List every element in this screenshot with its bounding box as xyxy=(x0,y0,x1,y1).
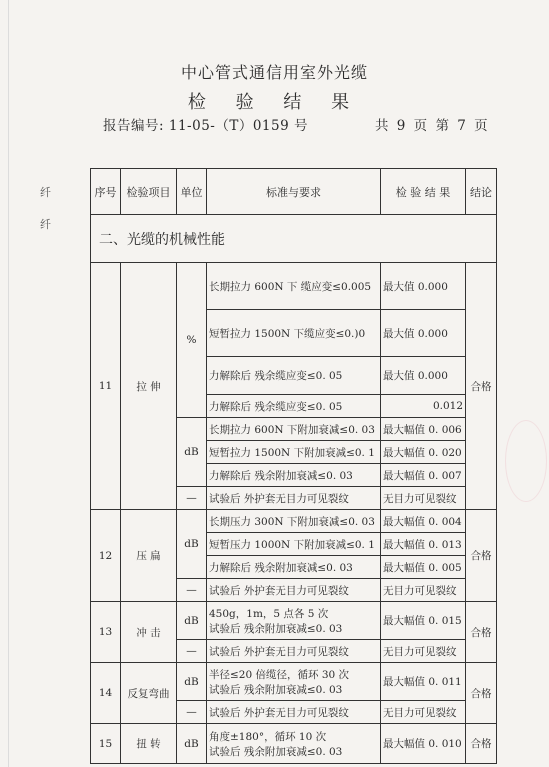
document-subtitle: 检 验 结 果 xyxy=(187,92,362,113)
report-number xyxy=(103,114,308,134)
result-cell: 最大幅值 0. 005 xyxy=(381,556,466,579)
standard-cell: 力解除后 残余附加衰减≤0. 03 xyxy=(207,556,381,579)
header-conclusion: 结论 xyxy=(466,169,497,215)
margin-note: 纤 xyxy=(40,186,51,199)
standard-line: 450g，1m，5 点各 5 次 xyxy=(209,607,329,620)
result-cell: 无目力可见裂纹 xyxy=(381,640,466,663)
result-cell: 无目力可见裂纹 xyxy=(381,487,466,510)
result-cell: 无目力可见裂纹 xyxy=(381,701,466,724)
table-row xyxy=(91,724,497,764)
test-item: 反复弯曲 xyxy=(121,663,177,724)
unit-cell: — xyxy=(177,487,207,510)
row-number: 12 xyxy=(91,510,121,602)
result-cell: 最大幅值 0. 007 xyxy=(381,464,466,487)
standard-line: 试验后 残余附加衰减≤0. 03 xyxy=(209,622,343,635)
standard-cell: 长期拉力 600N 下附加衰减≤0. 03 xyxy=(207,418,381,441)
unit-cell: dB xyxy=(177,724,207,764)
result-cell: 最大值 0.000 xyxy=(381,310,466,357)
conclusion-cell: 合格 xyxy=(466,663,497,724)
report-number-label: 报告编号: xyxy=(103,118,165,134)
standard-cell: 短暂拉力 1500N 下缆应变≤0.)0 xyxy=(207,310,381,357)
result-cell: 最大值 0.000 xyxy=(381,263,466,310)
header-unit: 单位 xyxy=(177,169,207,215)
result-cell: 0.012 xyxy=(381,395,466,418)
header-standard: 标准与要求 xyxy=(207,169,381,215)
standard-cell: 长期拉力 600N 下 缆应变≤0.005 xyxy=(207,263,381,310)
result-cell: 最大幅值 0. 004 xyxy=(381,510,466,533)
result-cell: 最大幅值 0. 011 xyxy=(381,663,466,701)
results-table xyxy=(90,168,497,764)
standard-cell xyxy=(207,724,381,764)
table-header-row xyxy=(91,169,497,215)
result-cell: 无目力可见裂纹 xyxy=(381,579,466,602)
header-result: 检 验 结 果 xyxy=(381,169,466,215)
test-item: 冲 击 xyxy=(121,602,177,663)
standard-cell: 短暂压力 1000N 下附加衰减≤0. 1 xyxy=(207,533,381,556)
margin-note: 纤 xyxy=(40,218,51,231)
unit-cell: — xyxy=(177,640,207,663)
unit-cell: dB xyxy=(177,663,207,701)
page-count: 共 9 页 第 7 页 xyxy=(375,118,488,134)
row-number: 15 xyxy=(91,724,121,764)
unit-cell: % xyxy=(177,263,207,418)
conclusion-cell: 合格 xyxy=(466,510,497,602)
result-cell: 最大幅值 0. 015 xyxy=(381,602,466,640)
header-no: 序号 xyxy=(91,169,121,215)
result-cell: 最大值 0.000 xyxy=(381,357,466,395)
standard-line: 试验后 残余附加衰减≤0. 03 xyxy=(209,745,343,758)
conclusion-cell: 合格 xyxy=(466,724,497,764)
unit-cell: — xyxy=(177,701,207,724)
result-cell: 最大幅值 0. 010 xyxy=(381,724,466,764)
row-number: 14 xyxy=(91,663,121,724)
page-edge xyxy=(8,0,9,767)
unit-cell: dB xyxy=(177,602,207,640)
test-item: 扭 转 xyxy=(121,724,177,764)
standard-cell xyxy=(207,602,381,640)
header-item: 检验项目 xyxy=(121,169,177,215)
unit-cell: dB xyxy=(177,418,207,487)
document-title: 中心管式通信用室外光缆 xyxy=(180,63,368,82)
standard-line: 试验后 残余附加衰减≤0. 03 xyxy=(209,683,343,696)
report-number-value: 11-05-（T）0159 号 xyxy=(168,118,308,134)
standard-line: 角度±180°，循环 10 次 xyxy=(209,730,327,743)
row-number: 11 xyxy=(91,263,121,510)
standard-cell: 力解除后 残余附加衰减≤0. 03 xyxy=(207,464,381,487)
conclusion-cell: 合格 xyxy=(466,263,497,510)
standard-cell: 长期压力 300N 下附加衰减≤0. 03 xyxy=(207,510,381,533)
standard-cell: 试验后 外护套无目力可见裂纹 xyxy=(207,487,381,510)
row-number: 13 xyxy=(91,602,121,663)
table-row xyxy=(91,510,497,533)
standard-cell: 短暂拉力 1500N 下附加衰减≤0. 1 xyxy=(207,441,381,464)
standard-cell xyxy=(207,663,381,701)
standard-cell: 试验后 外护套无目力可见裂纹 xyxy=(207,701,381,724)
section-title: 二、光缆的机械性能 xyxy=(91,215,497,263)
standard-cell: 试验后 外护套无目力可见裂纹 xyxy=(207,640,381,663)
test-item: 拉 伸 xyxy=(121,263,177,510)
unit-cell: dB xyxy=(177,510,207,579)
standard-line: 半径≤20 倍缆径，循环 30 次 xyxy=(209,668,350,681)
table-row xyxy=(91,263,497,310)
table-row xyxy=(91,602,497,640)
result-cell: 最大幅值 0. 013 xyxy=(381,533,466,556)
faint-stamp-mark xyxy=(505,420,547,502)
result-cell: 最大幅值 0. 006 xyxy=(381,418,466,441)
standard-cell: 试验后 外护套无目力可见裂纹 xyxy=(207,579,381,602)
conclusion-cell: 合格 xyxy=(466,602,497,663)
unit-cell: — xyxy=(177,579,207,602)
result-cell: 最大幅值 0. 020 xyxy=(381,441,466,464)
standard-cell: 力解除后 残余缆应变≤0. 05 xyxy=(207,357,381,395)
section-row xyxy=(91,215,497,263)
standard-cell: 力解除后 残余缆应变≤0. 05 xyxy=(207,395,381,418)
table-row xyxy=(91,663,497,701)
test-item: 压 扁 xyxy=(121,510,177,602)
